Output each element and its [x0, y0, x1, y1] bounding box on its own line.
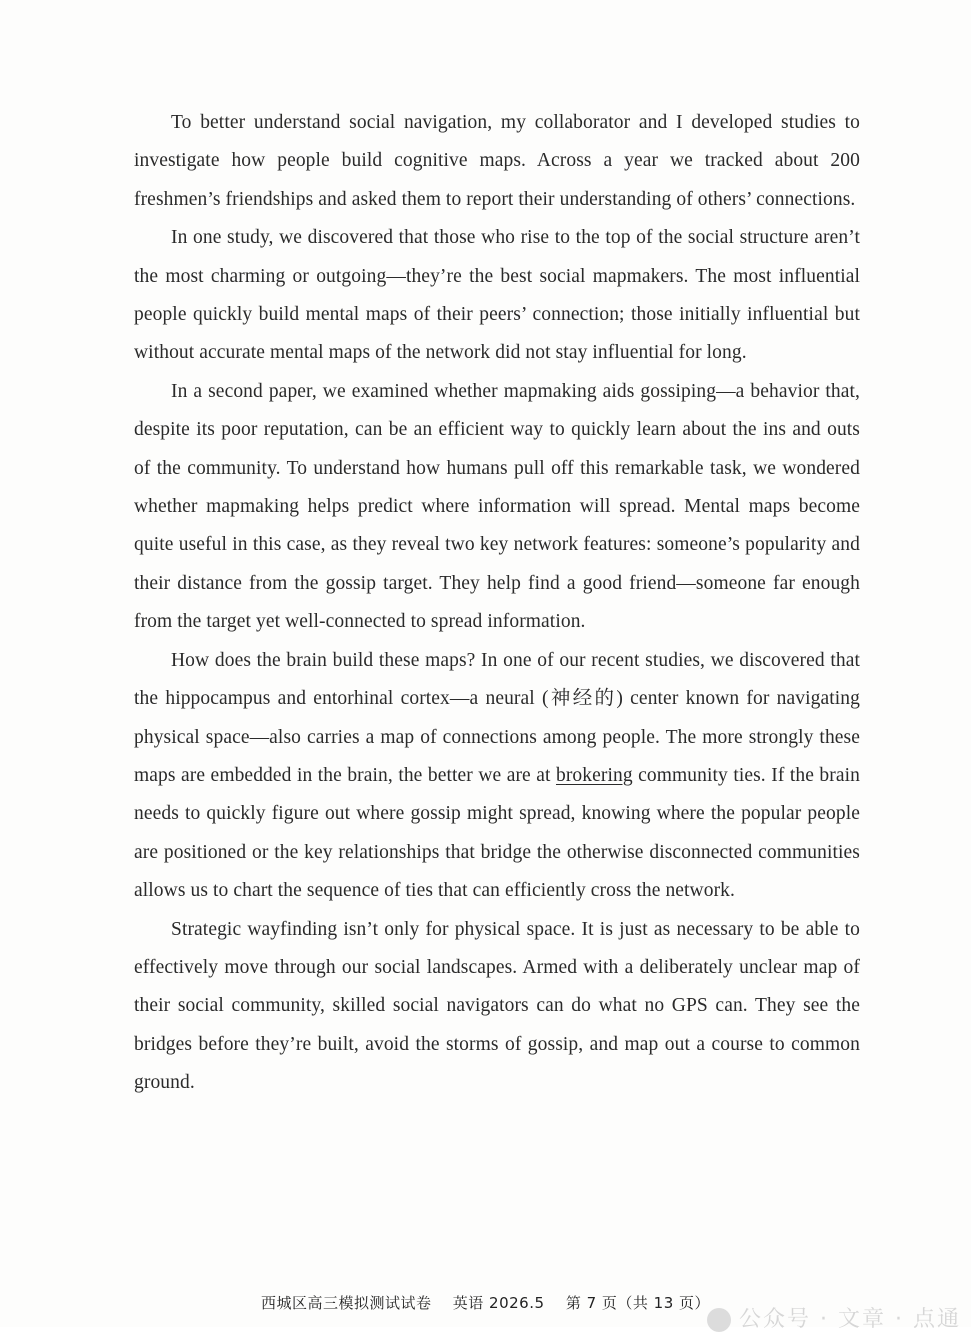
paragraph-2: In one study, we discovered that those who rise to the top of the social structure aren’t the most charming or outgoing—they’re the best social mapmakers. The most influential people quickly build mental maps of their peers’ connection; those initially influential but without accurate mental maps of the network did not stay influential for long.: [134, 227, 860, 364]
watermark-text: 公众号 · 文章 · 点通: [739, 1307, 961, 1332]
paragraph-3: In a second paper, we examined whether mapmaking aids gossiping—a behavior that, despite its poor reputation, can be an efficient way to quickly learn about the ins and outs of the community. To understand how humans pull off this remarkable task, we wondered whether mapmaking helps predict where information will spread. Mental maps become quite useful in this case, as they reveal two key network features: someone’s popularity and their distance from the gossip target. They help find a good friend—someone far enough from the target yet well-connected to spread information.: [134, 380, 860, 633]
paragraph-4-text-start: How does the brain build these maps? In one of our recent studies, we discovered that the hippocampus and entorhinal cortex—a neural (神经的) center known for navigating physical space—also carries a map of connections among people. The more strongly these maps are embedded in the brain, the better we are at: [134, 649, 860, 786]
underlined-word-brokering: brokering: [555, 764, 633, 786]
footer-exam-title: 西城区高三模拟测试试卷: [260, 1294, 432, 1312]
footer-subject: 英语 2026.5: [452, 1294, 545, 1312]
watermark: [707, 1302, 961, 1333]
article-body: [134, 104, 860, 1103]
footer-page-number: 第 7 页（共 13 页）: [565, 1294, 711, 1312]
paragraph-4: [134, 642, 860, 911]
paragraph-5: Strategic wayfinding isn’t only for physical space. It is just as necessary to be able to effectively move through our social landscapes. Armed with a deliberately unclear map of their social community, skilled social navigators can do what no GPS can. They see the bridges before they’re built, avoid the storms of gossip, and map out a course to common ground.: [134, 918, 860, 1094]
paragraph-1: To better understand social navigation, my collaborator and I developed studies to investigate how people build cognitive maps. Across a year we tracked about 200 freshmen’s friendships and asked them to report their understanding of others’ connections.: [134, 112, 860, 210]
paragraph-4-text-end: community ties. If the brain needs to quickly figure out where gossip might spread, knowing where the popular people are positioned or the key relationships that bridge the otherwise disconnected communities allows us to chart the sequence of ties that can efficiently cross the network.: [134, 764, 860, 902]
watermark-logo-icon: [707, 1308, 731, 1332]
